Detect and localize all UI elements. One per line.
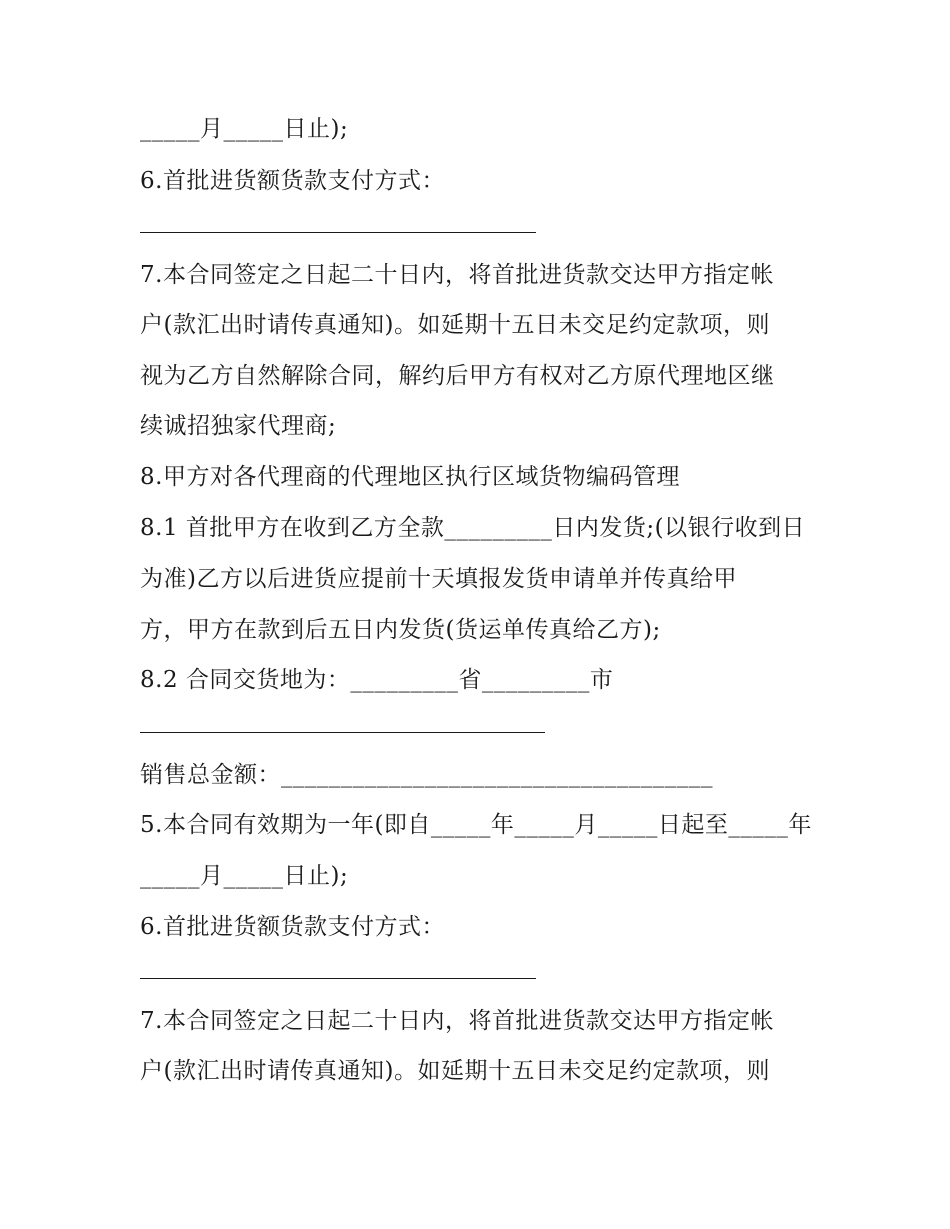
text-line: 6.首批进货额货款支付方式： bbox=[140, 914, 445, 940]
text-line: 6.首批进货额货款支付方式： bbox=[140, 168, 445, 194]
text-line: _____月_____日止); bbox=[140, 116, 349, 142]
text-line: 视为乙方自然解除合同，解约后甲方有权对乙方原代理地区继 bbox=[140, 363, 775, 389]
text-line: 7.本合同签定之日起二十日内，将首批进货款交达甲方指定帐 bbox=[140, 262, 774, 288]
text-line: 续诚招独家代理商; bbox=[140, 413, 337, 439]
text-line: 5.本合同有效期为一年(即自_____年_____月_____日起至_____年 bbox=[140, 812, 812, 838]
text-line: _____月_____日止); bbox=[140, 863, 349, 889]
blank-underline bbox=[140, 232, 536, 233]
text-line: 8.1 首批甲方在收到乙方全款_________日内发货;(以银行收到日 bbox=[140, 515, 806, 541]
text-line: 销售总金额：____________________________________ bbox=[140, 762, 713, 788]
text-line: 方，甲方在款到后五日内发货(货运单传真给乙方); bbox=[140, 617, 661, 643]
text-line: 户(款汇出时请传真通知)。如延期十五日未交足约定款项，则 bbox=[140, 312, 770, 338]
blank-underline bbox=[140, 732, 545, 733]
text-line: 为准)乙方以后进货应提前十天填报发货申请单并传真给甲 bbox=[140, 566, 737, 592]
text-line: 8.甲方对各代理商的代理地区执行区域货物编码管理 bbox=[140, 464, 680, 490]
text-line: 户(款汇出时请传真通知)。如延期十五日未交足约定款项，则 bbox=[140, 1058, 770, 1084]
text-line: 7.本合同签定之日起二十日内，将首批进货款交达甲方指定帐 bbox=[140, 1008, 774, 1034]
blank-underline bbox=[140, 978, 536, 979]
text-line: 8.2 合同交货地为：_________省_________市 bbox=[140, 667, 614, 693]
